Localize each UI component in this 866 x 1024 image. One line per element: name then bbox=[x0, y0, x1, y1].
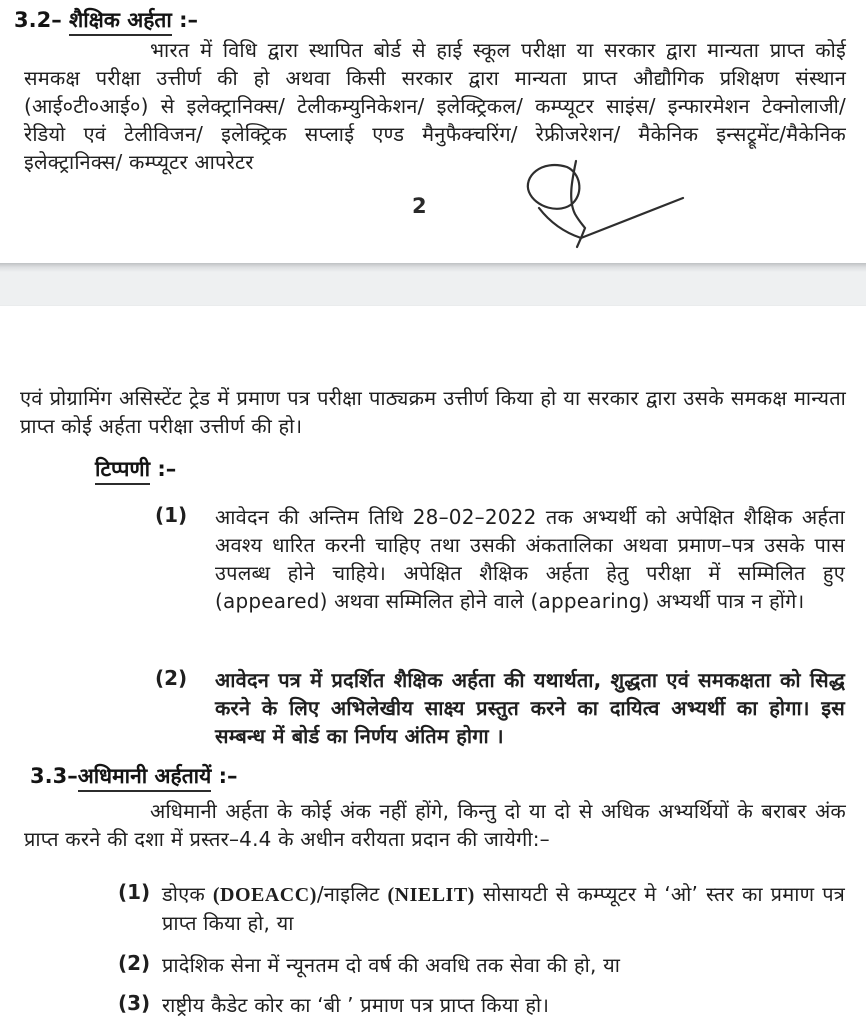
section-3-2-title: शैक्षिक अर्हता bbox=[69, 8, 172, 36]
notes-heading bbox=[95, 455, 176, 483]
preference-item-1-text bbox=[162, 880, 845, 937]
preference-item-2-number: (2) bbox=[118, 951, 151, 975]
note-item-2-number: (2) bbox=[155, 666, 188, 690]
section-3-2-paragraph: भारत में विधि द्वारा स्थापित बोर्ड से हाई स्कूल परीक्षा या सरकार द्वारा मान्यता प्राप्त कोई समकक्ष परीक्षा उत्तीर्ण की हो अथवा किसी सरकार द्वारा मान्यता प्राप्त औद्यौगिक प्रशिक्षण संस्थान (आई०टी०आई०) से इलेक्ट्रानिक्स/ टेलीकम्युनिकेशन/ इलेक्ट्रिकल/ कम्प्यूटर साइंस/ इन्फारमेशन टेक्नोलाजी/ रेडियो एवं टेलीविजन/ इलेक्ट्रिक सप्लाई एण्ड मैनुफैक्चरिंग/ रेफ्रीजरेशन/ मैकेनिक इन्सट्रूमेंट/मैकेनिक इलेक्ट्रानिक्स/ कम्प्यूटर आपरेटर bbox=[24, 38, 846, 174]
section-3-3-heading bbox=[30, 762, 238, 790]
preference-item-1-mid: /नाइलिट bbox=[316, 882, 388, 906]
doeacc-acronym: (DOEACC) bbox=[212, 884, 317, 906]
section-3-2-suffix: :– bbox=[179, 8, 199, 32]
page-number: 2 bbox=[412, 194, 427, 218]
note-item-2-text: आवेदन पत्र में प्रदर्शित शैक्षिक अर्हता की यथार्थता, शुद्धता एवं समकक्षता को सिद्ध करने के लिए अभिलेखीय साक्ष्य प्रस्तुत करने का दायित्व अभ्यर्थी का होगा। इस सम्बन्ध में बोर्ड का निर्णय अंतिम होगा । bbox=[215, 668, 845, 748]
preference-item-3-text: राष्ट्रीय कैडेट कोर का ‘बी ’ प्रमाण पत्र प्राप्त किया हो। bbox=[162, 993, 550, 1017]
section-3-3-title: अधिमानी अर्हतायें bbox=[78, 764, 212, 792]
note-item-1-text: आवेदन की अन्तिम तिथि 28–02–2022 तक अभ्यर्थी को अपेक्षित शैक्षिक अर्हता अवश्य धारित करनी चाहिए तथा उसकी अंकतालिका अथवा प्रमाण–पत्र उसके पास उपलब्ध होने चाहिये। अपेक्षित शैक्षिक अर्हता हेतु परीक्षा में सम्मिलित हुए (appeared) अथवा सम्मिलित होने वाले (appearing) अभ्यर्थी पात्र न होंगे। bbox=[215, 505, 845, 613]
section-3-3-suffix: :– bbox=[218, 764, 238, 788]
section-3-3-paragraph: अधिमानी अर्हता के कोई अंक नहीं होंगे, किन्तु दो या दो से अधिक अभ्यर्थियों के बराबर अंक प्राप्त करने की दशा में प्रस्तर–4.4 के अधीन वरीयता प्रदान की जायेगी:– bbox=[24, 799, 846, 851]
preference-item-2-text: प्रादेशिक सेना में न्यूनतम दो वर्ष की अवधि तक सेवा की हो, या bbox=[162, 953, 621, 977]
preference-item-1-pre: डोएक bbox=[162, 882, 213, 906]
signature bbox=[515, 158, 700, 256]
notes-suffix: :– bbox=[157, 457, 177, 481]
section-3-3-number: 3.3– bbox=[30, 764, 78, 788]
preference-item-3-number: (3) bbox=[118, 991, 151, 1015]
page-break-band bbox=[0, 263, 866, 306]
preference-item-1-post: सोसायटी से कम्प्यूटर मे ‘ओ’ स्तर का प्रमाण पत्र प्राप्त किया हो, या bbox=[162, 882, 845, 935]
notes-title: टिप्पणी bbox=[95, 457, 150, 485]
nielit-acronym: (NIELIT) bbox=[387, 884, 475, 906]
preference-item-1-number: (1) bbox=[118, 880, 151, 904]
note-item-1-number: (1) bbox=[155, 503, 188, 527]
section-3-2-number: 3.2– bbox=[14, 8, 62, 32]
section-3-2-heading bbox=[14, 6, 198, 34]
continuation-paragraph: एवं प्रोग्रामिंग असिस्टेंट ट्रेड में प्रमाण पत्र परीक्षा पाठ्यक्रम उत्तीर्ण किया हो या सरकार द्वारा उसके समकक्ष मान्यता प्राप्त कोई अर्हता परीक्षा उत्तीर्ण की हो। bbox=[20, 386, 846, 438]
